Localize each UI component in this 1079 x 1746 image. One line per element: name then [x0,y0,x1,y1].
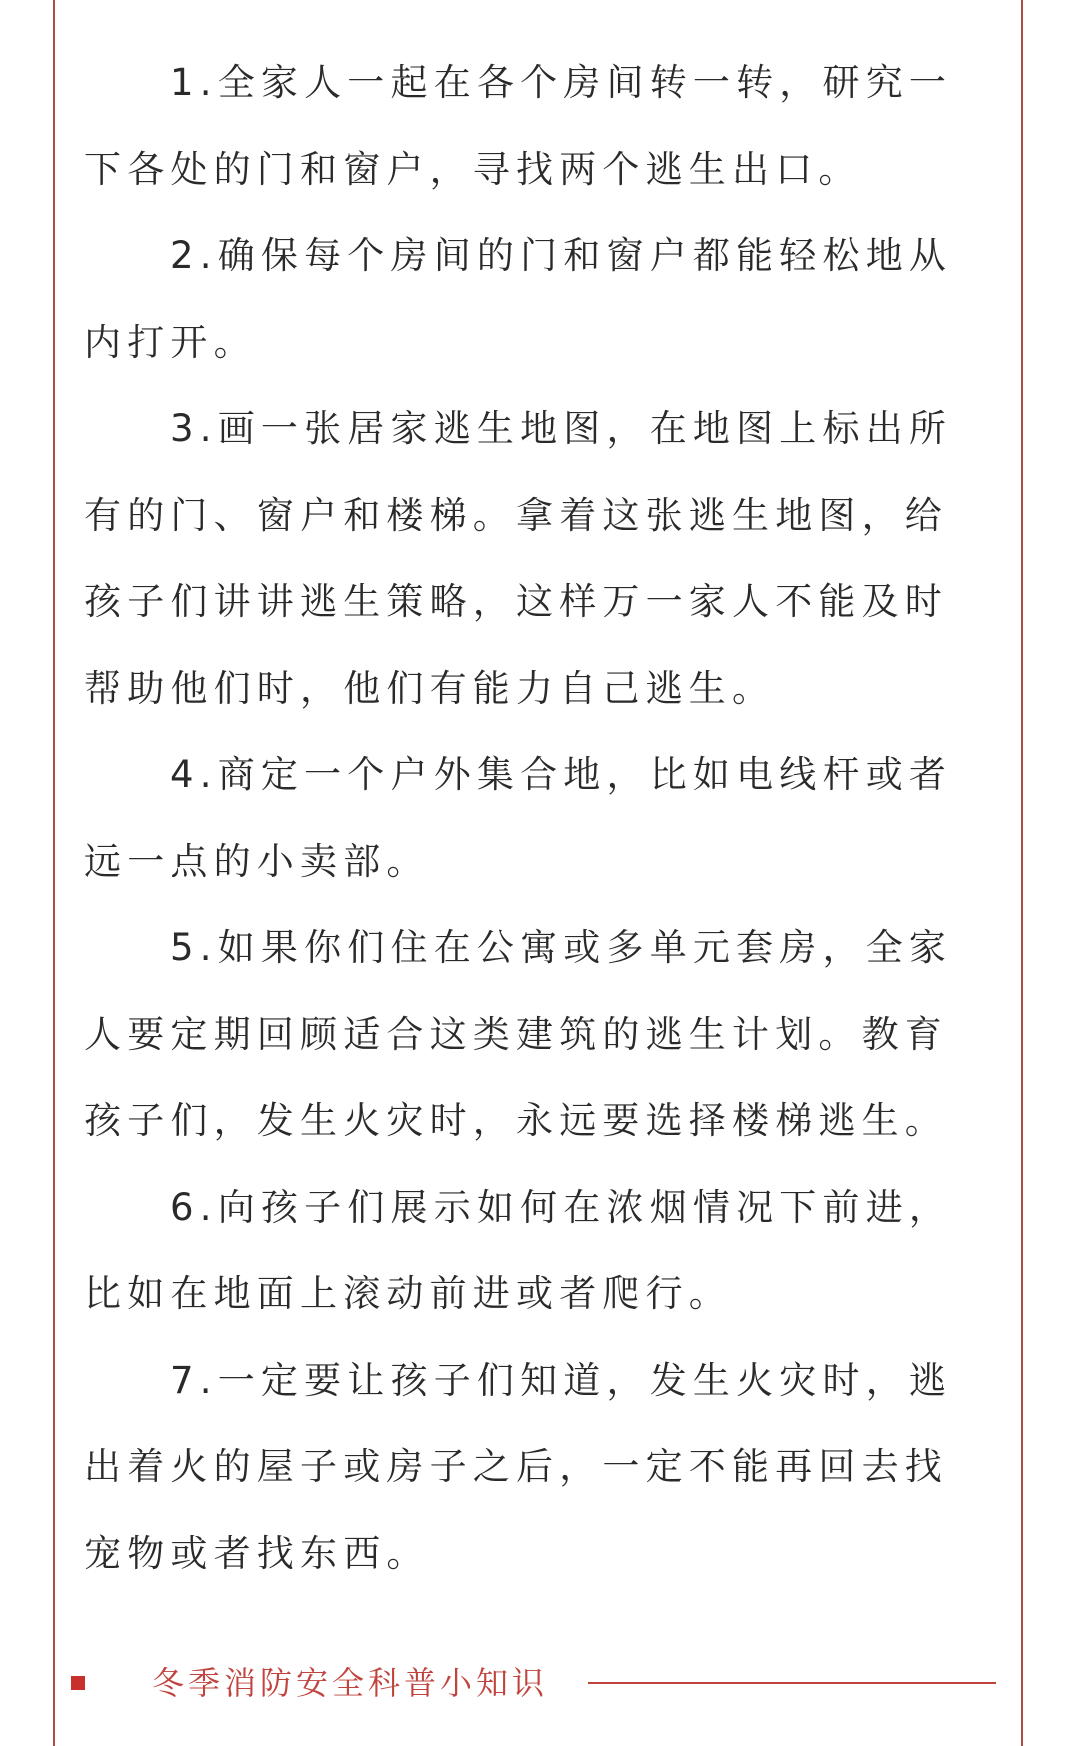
square-bullet-icon [71,1676,85,1690]
tip-paragraph-3: 3.画一张居家逃生地图，在地图上标出所有的门、窗户和楼梯。拿着这张逃生地图，给孩子们讲讲逃生策略，这样万一家人不能及时帮助他们时，他们有能力自己逃生。 [84,407,953,710]
frame-right-border [1021,0,1023,1746]
tip-paragraph-5: 5.如果你们住在公寓或多单元套房，全家人要定期回顾适合这类建筑的逃生计划。教育孩子们，发生火灾时，永远要选择楼梯逃生。 [84,926,953,1142]
tip-paragraph-1: 1.全家人一起在各个房间转一转，研究一下各处的门和窗户，寻找两个逃生出口。 [84,61,953,191]
tip-paragraph-2: 2.确保每个房间的门和窗户都能轻松地从内打开。 [84,234,953,364]
tip-paragraph-6: 6.向孩子们展示如何在浓烟情况下前进，比如在地面上滚动前进或者爬行。 [84,1185,953,1315]
footer-divider [588,1682,996,1684]
tip-paragraph-4: 4.商定一个户外集合地，比如电线杆或者远一点的小卖部。 [84,753,953,883]
footer-title: 冬季消防安全科普小知识 [152,1664,549,1702]
section-footer [0,1658,1079,1708]
frame-left-border [53,0,55,1746]
tip-paragraph-7: 7.一定要让孩子们知道，发生火灾时，逃出着火的屋子或房子之后，一定不能再回去找宠物或者找东西。 [84,1358,953,1575]
article-body [84,40,972,1597]
